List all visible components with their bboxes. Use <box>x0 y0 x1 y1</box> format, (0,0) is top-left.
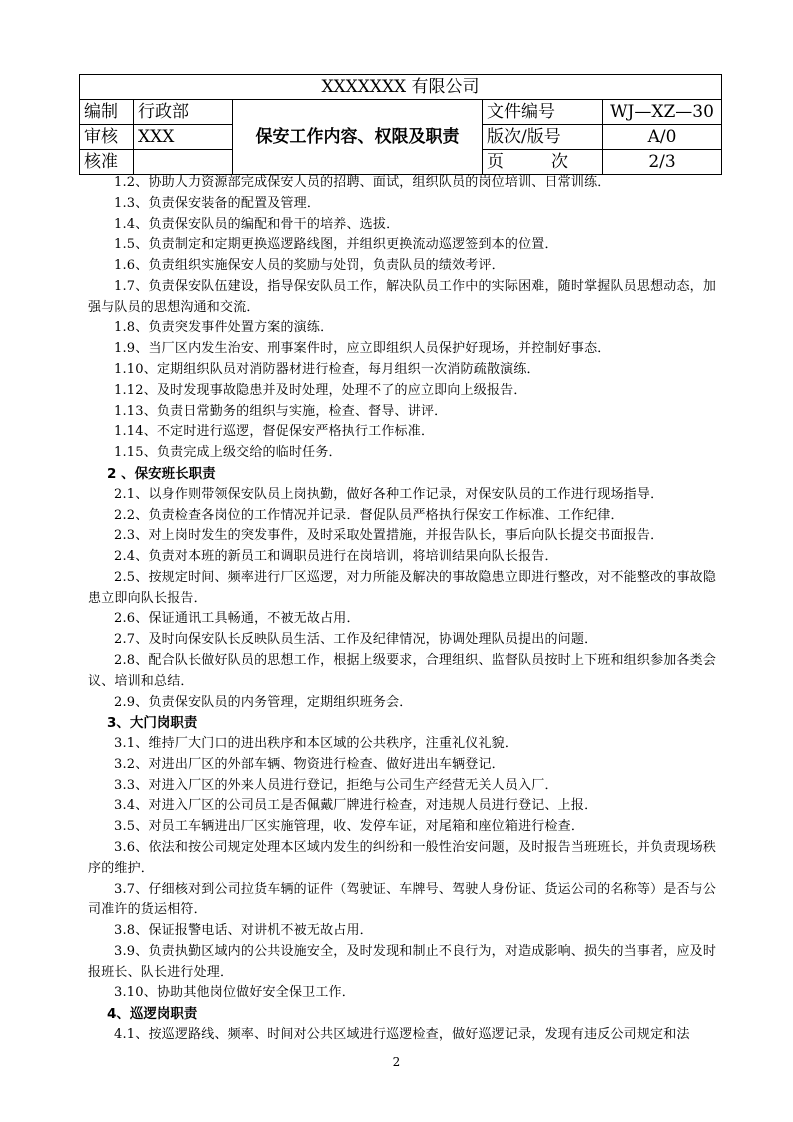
page-label-a: 页 <box>487 152 504 172</box>
approved-by-label: 核准 <box>80 150 134 175</box>
duty-item: 3.9、负责执勤区域内的公共设施安全，及时发现和制止不良行为，对造成影响、损失的当事者，应及时报班长、队长进行处理． <box>88 943 717 980</box>
duty-item: 1.15、负责完成上级交给的临时任务． <box>114 445 342 461</box>
prepared-by-label: 编制 <box>80 100 134 125</box>
duty-item: 3.8、保证报警电话、对讲机不被无故占用． <box>114 923 373 939</box>
duty-item: 1.13、负责日常勤务的组织与实施，检查、督导、讲评． <box>114 403 448 419</box>
reviewed-by-label: 审核 <box>80 125 134 150</box>
document-title: 保安工作内容、权限及职责 <box>233 100 483 175</box>
duty-item: 2.9、负责保安队员的内务管理，定期组织班务会． <box>114 694 413 710</box>
page-label <box>483 150 603 175</box>
duty-item: 1.7、负责保安队伍建设，指导保安队员工作，解决队员工作中的实际困难，随时掌握队员思想动态，加强与队员的思想沟通和交流． <box>88 278 717 315</box>
duty-item: 1.9、当厂区内发生治安、刑事案件时，应立即组织人员保护好现场，并控制好事态． <box>114 341 611 357</box>
page-value: 2/3 <box>603 150 722 175</box>
duty-item: 3.3、对进入厂区的外来人员进行登记，拒绝与公司生产经营无关人员入厂． <box>114 777 558 793</box>
duty-item: 2.1、以身作则带领保安队员上岗执勤，做好各种工作记录，对保安队员的工作进行现场指导． <box>114 486 664 502</box>
duty-item: 2.2、负责检查各岗位的工作情况并记录．督促队员严格执行保安工作标准、工作纪律． <box>114 507 624 523</box>
duty-item: 2.6、保证通讯工具畅通，不被无故占用． <box>114 611 360 627</box>
duty-item: 1.8、负责突发事件处置方案的演练． <box>114 320 334 336</box>
duty-item: 3.1、维持厂大门口的进出秩序和本区域的公共秩序，注重礼仪礼貌． <box>114 736 519 752</box>
approved-by-value <box>134 150 233 175</box>
duty-item: 2.5、按规定时间、频率进行厂区巡逻，对力所能及解决的事故隐患立即进行整改，对不能整改的事故隐患立即向队长报告． <box>88 569 717 606</box>
duty-item: 1.14、不定时进行巡逻，督促保安严格执行工作标准． <box>114 424 435 440</box>
duty-item: 3.10、协助其他岗位做好安全保卫工作． <box>114 985 355 1001</box>
reviewed-by-value: XXX <box>134 125 233 150</box>
duty-item: 1.3、负责保安装备的配置及管理． <box>114 195 321 211</box>
document-header-table <box>79 74 722 175</box>
duty-item: 3.2、对进出厂区的外部车辆、物资进行检查、做好进出车辆登记． <box>114 756 505 772</box>
doc-number-value: WJ—XZ—30 <box>603 100 722 125</box>
duty-item: 3.5、对员工车辆进出厂区实施管理，收、发停车证，对尾箱和座位箱进行检查． <box>114 819 585 835</box>
version-label: 版次/版号 <box>483 125 603 150</box>
duty-item: 2.8、配合队长做好队员的思想工作，根据上级要求，合理组织、监督队员按时上下班和组织参加各类会议、培训和总结． <box>88 652 717 689</box>
duty-item: 1.2、协助人力资源部完成保安人员的招聘、面试，组织队员的岗位培训、日常训练． <box>114 175 611 190</box>
section-heading: 2 、保安班长职责 <box>107 465 216 482</box>
duty-item: 4.1、按巡逻路线、频率、时间对公共区域进行巡逻检查，做好巡逻记录，发现有违反公司规定和法 <box>114 1027 690 1043</box>
page-label-b: 次 <box>551 152 568 172</box>
version-value: A/0 <box>603 125 722 150</box>
duty-item: 2.7、及时向保安队长反映队员生活、工作及纪律情况，协调处理队员提出的问题． <box>114 632 598 648</box>
duty-item: 1.4、负责保安队员的编配和骨干的培养、选拔． <box>114 216 400 232</box>
prepared-by-value: 行政部 <box>134 100 233 125</box>
duty-item: 1.6、负责组织实施保安人员的奖励与处罚，负责队员的绩效考评． <box>114 258 505 274</box>
section-heading: 4、巡逻岗职责 <box>107 1006 198 1023</box>
duty-item: 3.7、仔细核对到公司拉货车辆的证件（驾驶证、车牌号、驾驶人身份证、货运公司的名称等）是否与公司准许的货运相符． <box>88 881 717 918</box>
duty-item: 2.3、对上岗时发生的突发事件，及时采取处置措施，并报告队长，事后向队长提交书面报告． <box>114 528 664 544</box>
duty-item: 3.4、对进入厂区的公司员工是否佩戴厂牌进行检查，对违规人员进行登记、上报． <box>114 798 598 814</box>
duty-item: 3.6、依法和按公司规定处理本区域内发生的纠纷和一般性治安问题，及时报告当班班长，并负责现场秩序的维护． <box>88 840 717 876</box>
section-heading: 3、大门岗职责 <box>107 715 198 732</box>
duty-item: 1.10、定期组织队员对消防器材进行检查，每月组织一次消防疏散演练． <box>114 362 540 378</box>
duty-item: 1.12、及时发现事故隐患并及时处理，处理不了的应立即向上级报告． <box>114 382 527 398</box>
doc-number-label: 文件编号 <box>483 100 603 125</box>
company-name: XXXXXXX 有限公司 <box>80 75 722 100</box>
duty-item: 1.5、负责制定和定期更换巡逻路线图，并组织更换流动巡逻签到本的位置． <box>114 237 558 253</box>
document-body <box>88 173 720 1046</box>
page-number: 2 <box>392 1055 401 1069</box>
duty-item: 2.4、负责对本班的新员工和调职员进行在岗培训，将培训结果向队长报告． <box>114 549 558 565</box>
